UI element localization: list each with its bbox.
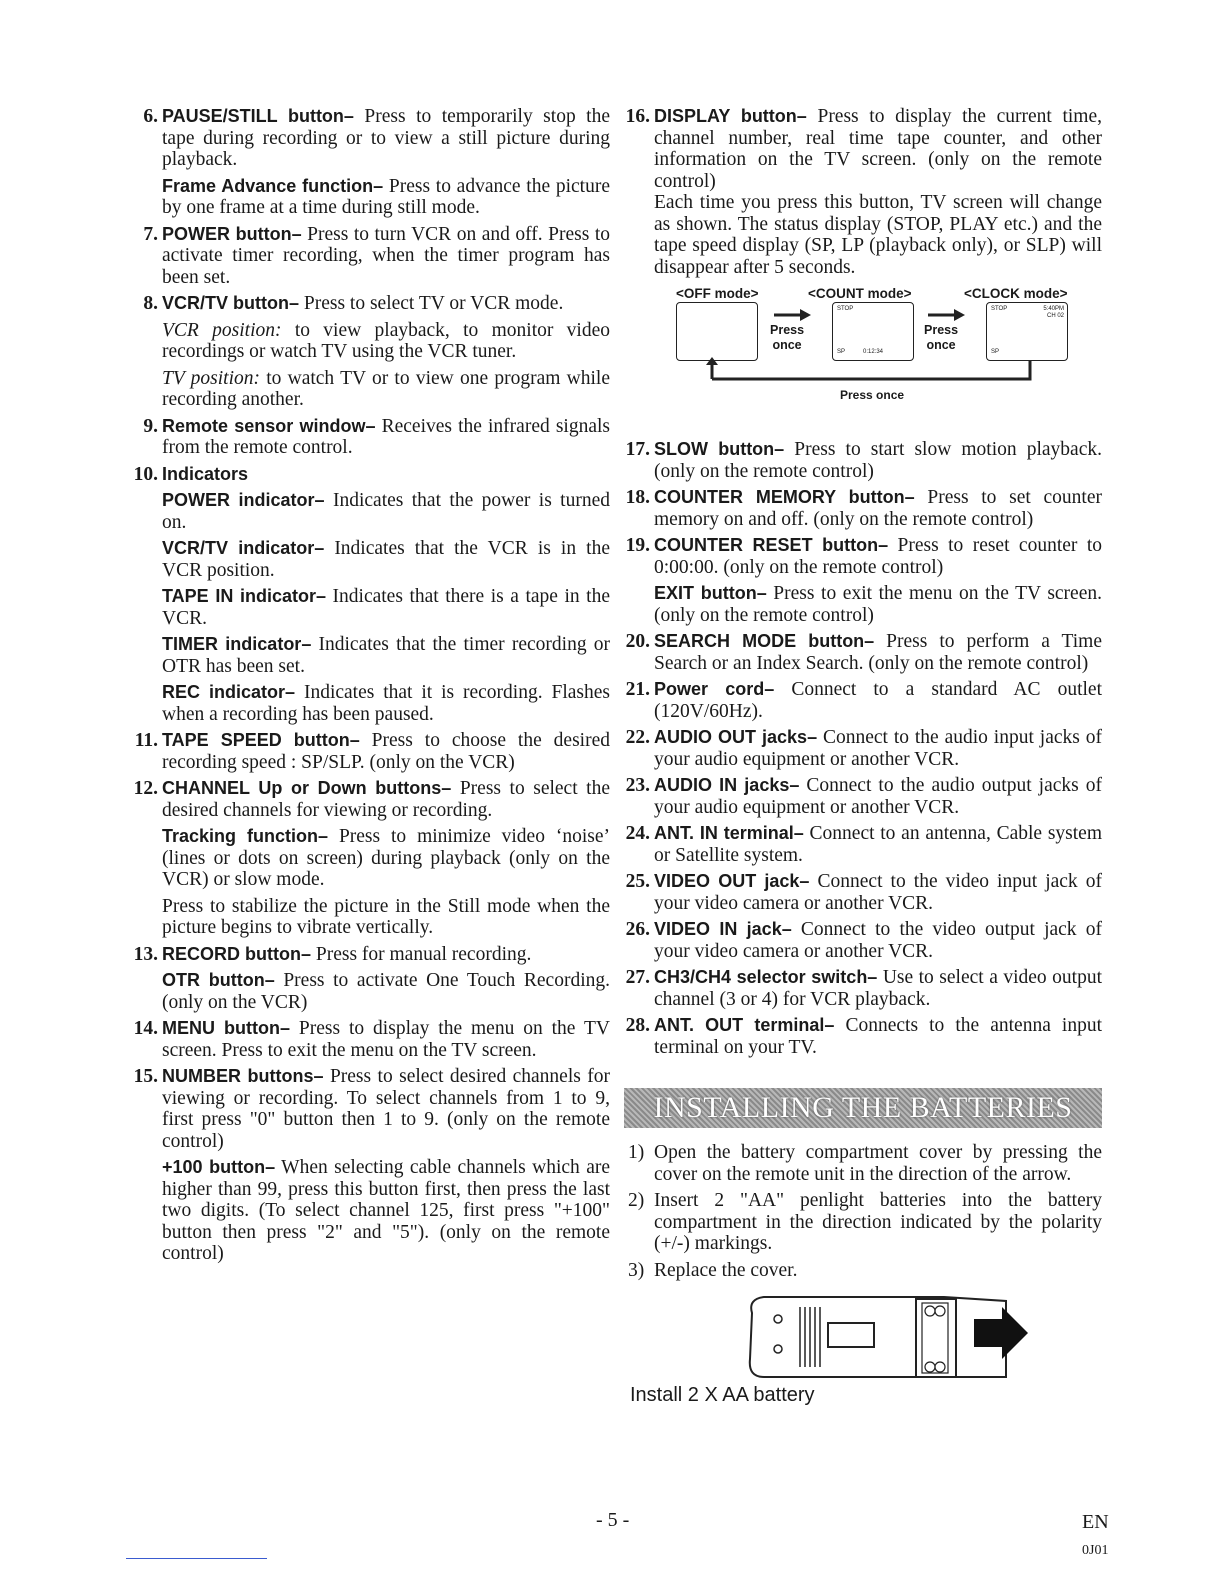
step-text: Insert 2 "AA" penlight batteries into the battery compartment in the direction indicated by the polarity (+/-) markings. (654, 1190, 1102, 1254)
count-mode-label: <COUNT mode> (808, 286, 912, 301)
item-number: 25. (625, 871, 650, 892)
clock-sp-text: SP (991, 349, 1000, 355)
figure-caption: Install 2 X AA battery (630, 1384, 815, 1406)
item-number: 19. (625, 535, 650, 556)
step-1 (620, 1142, 1102, 1185)
item-27 (620, 967, 1102, 1010)
sub-item (162, 176, 610, 219)
item-title: ANT. OUT terminal– (654, 1015, 835, 1035)
item-number: 11. (134, 730, 158, 751)
item-title: PAUSE/STILL button– (162, 106, 354, 126)
language-code: EN (1082, 1511, 1109, 1533)
item-title: COUNTER RESET button– (654, 535, 889, 555)
item-title: AUDIO OUT jacks– (654, 727, 818, 747)
step-2 (620, 1190, 1102, 1255)
section-banner: INSTALLING THE BATTERIES (624, 1088, 1102, 1128)
item-17 (620, 439, 1102, 482)
sub-text: Press to advance the picture by one frame at a time during still mode. (162, 175, 611, 218)
item-title: NUMBER buttons– (162, 1066, 324, 1086)
count-sp-text: SP (837, 349, 846, 355)
sub-text: Press to stabilize the picture in the Still mode when the picture begins to vibrate vertically. (162, 895, 610, 938)
item-title: ANT. IN terminal– (654, 823, 804, 843)
press-once-text (924, 323, 958, 353)
sub-item (162, 634, 610, 677)
item-title: Remote sensor window– (162, 415, 376, 436)
sub-text: Indicates that the power is turned on. (162, 490, 610, 533)
item-text: Press to select desired channels for viewing or recording. To select channels from 1 to 9, first press "0" button then 1 to 9. (only on the remote control) (162, 1066, 610, 1152)
item-text: Press to select the desired channels for viewing or recording. (162, 778, 610, 821)
item-title: MENU button– (162, 1018, 291, 1038)
clock-mode-screen (986, 302, 1068, 361)
item-20 (620, 631, 1102, 674)
sub-text: to watch TV or to view one program while recording another. (162, 367, 610, 410)
item-text: Press to perform a Time Search or an Index Search. (only on the remote control) (654, 631, 1102, 674)
sub-item (162, 586, 610, 629)
item-28 (620, 1015, 1102, 1058)
count-stop-text: STOP (837, 306, 854, 312)
press-once-text (770, 323, 804, 353)
sub-item (162, 320, 610, 363)
item-title: SEARCH MODE button– (654, 631, 875, 651)
press-once-return-label: Press once (840, 388, 905, 402)
blue-divider-line (126, 1558, 267, 1559)
item-title: CH3/CH4 selector switch– (654, 967, 878, 987)
clock-mode-label: <CLOCK mode> (964, 286, 1068, 301)
sub-text: When selecting cable channels which are higher than 99, press this button first, then press the last two digits. (To select channel 125, first press "+100" button then press "2" and "5"). (only on the remote control) (162, 1157, 611, 1264)
sub-item (162, 682, 610, 725)
item-number: 17. (625, 439, 650, 460)
item-number: 23. (625, 775, 650, 796)
clock-time-text: 5:40PM (1043, 306, 1064, 312)
sub-title: Frame Advance function– (162, 175, 384, 196)
item-19 (620, 535, 1102, 626)
sub-item (654, 192, 1102, 278)
right-arrow-icon (928, 308, 966, 322)
right-column (620, 106, 1103, 1406)
step-number: 2) (628, 1190, 645, 1211)
item-title: VIDEO OUT jack– (654, 871, 810, 891)
item-number: 18. (625, 487, 650, 508)
item-21 (620, 679, 1102, 722)
item-text: Use to select a video output channel (3 or 4) for VCR playback. (654, 967, 1102, 1010)
clock-stop-text: STOP (991, 306, 1008, 312)
sub-item (162, 896, 610, 939)
item-text: Connect to an antenna, Cable system or Satellite system. (654, 823, 1102, 866)
display-mode-diagram (620, 283, 1102, 433)
item-number: 28. (625, 1015, 650, 1036)
sub-item (162, 490, 610, 533)
item-text: Connect to the audio output jacks of your audio equipment or another VCR. (654, 775, 1102, 818)
off-mode-label: <OFF mode> (676, 286, 759, 301)
item-14 (128, 1018, 610, 1061)
item-number: 14. (133, 1018, 158, 1039)
item-16 (620, 106, 1102, 278)
sub-item (162, 1157, 610, 1265)
item-12 (128, 778, 610, 939)
item-number: 8. (143, 293, 158, 314)
item-title: DISPLAY button– (654, 106, 807, 126)
item-25 (620, 871, 1102, 914)
step-text: Open the battery compartment cover by pressing the cover on the remote unit in the direction of the arrow. (654, 1142, 1102, 1185)
press-word: Press (924, 323, 959, 337)
left-column (128, 106, 610, 1270)
count-mode-screen (832, 302, 914, 361)
item-text: Press for manual recording. (310, 943, 532, 965)
step-text: Replace the cover. (654, 1259, 798, 1281)
sub-title: VCR/TV indicator– (162, 538, 325, 558)
step-3 (620, 1260, 1102, 1282)
item-24 (620, 823, 1102, 866)
item-number: 27. (625, 967, 650, 988)
sub-title: POWER indicator– (162, 490, 325, 510)
return-arrow-icon (706, 357, 1036, 381)
item-number: 16. (625, 106, 650, 127)
item-number: 7. (143, 223, 158, 245)
item-number: 21. (625, 679, 650, 700)
item-22 (620, 727, 1102, 770)
item-10 (128, 464, 610, 726)
item-title: VCR/TV button– (162, 293, 299, 313)
item-number: 22. (625, 727, 650, 748)
item-title: SLOW button– (654, 439, 785, 459)
document-code: 0J01 (1082, 1543, 1109, 1558)
item-number: 12. (133, 778, 158, 799)
once-word: once (926, 338, 956, 352)
item-number: 13. (133, 943, 158, 965)
item-title: Indicators (162, 463, 249, 484)
count-time-text: 0:12:34 (863, 349, 884, 355)
right-arrow-icon (774, 308, 812, 322)
item-title: Power cord– (654, 679, 775, 699)
sub-title: TV position: (162, 367, 260, 389)
remote-battery-figure (620, 1293, 1102, 1406)
item-text: Press to select TV or VCR mode. (299, 293, 564, 314)
item-9 (128, 416, 610, 459)
item-8 (128, 293, 610, 411)
item-26 (620, 919, 1102, 962)
press-word: Press (770, 323, 805, 337)
item-title: RECORD button– (162, 943, 311, 964)
item-text: Connect to the video output jack of your video camera or another VCR. (654, 919, 1102, 962)
step-number: 1) (628, 1142, 645, 1163)
item-text: Press to choose the desired recording speed : SP/SLP. (only on the VCR) (162, 730, 610, 773)
item-title: VIDEO IN jack– (654, 919, 792, 939)
sub-text: Press to exit the menu on the TV screen. (only on the remote control) (654, 583, 1102, 626)
sub-item (162, 538, 610, 581)
item-number: 6. (143, 106, 158, 127)
remote-control-icon (744, 1293, 1034, 1383)
sub-title: Tracking function– (162, 826, 329, 846)
item-text: Connect to the video input jack of your video camera or another VCR. (654, 871, 1102, 914)
item-text: Press to display the current time, channel number, real time tape counter, and other information on the TV screen. (only on the remote control) (654, 106, 1103, 192)
item-number: 26. (625, 919, 650, 940)
item-title: CHANNEL Up or Down buttons– (162, 778, 452, 798)
sub-title: TAPE IN indicator– (162, 586, 327, 606)
page-number: - 5 - (596, 1509, 630, 1531)
item-number: 24. (625, 823, 650, 844)
sub-title: REC indicator– (162, 682, 296, 702)
sub-text: Indicates that it is recording. Flashes when a recording has been paused. (162, 682, 610, 725)
item-text: Press to turn VCR on and off. Press to activate timer recording, when the timer program has been set. (162, 223, 610, 288)
item-title: AUDIO IN jacks– (654, 775, 800, 795)
item-number: 15. (133, 1066, 158, 1087)
item-text: Press to reset counter to 0:00:00. (only on the remote control) (654, 535, 1102, 578)
item-23 (620, 775, 1102, 818)
item-text: Press to set counter memory on and off. (only on the remote control) (654, 487, 1102, 530)
sub-title: VCR position: (162, 319, 282, 341)
sub-text: to view playback, to monitor video recordings or watch TV using the VCR tuner. (162, 319, 610, 362)
sub-text: Press to minimize video ‘noise’ (lines or dots on screen) during playback (only on the VCR) or slow mode. (162, 826, 610, 890)
step-number: 3) (628, 1259, 645, 1281)
once-word: once (772, 338, 802, 352)
item-15 (128, 1066, 610, 1265)
sub-text: Press to activate One Touch Recording. (only on the VCR) (162, 970, 611, 1013)
sub-text: Indicates that the VCR is in the VCR position. (162, 538, 610, 581)
clock-ch-text: CH 02 (1046, 313, 1064, 319)
sub-title: +100 button– (162, 1157, 276, 1177)
sub-text: Indicates that there is a tape in the VCR. (162, 586, 610, 629)
sub-item (162, 970, 610, 1013)
item-6 (128, 106, 610, 219)
item-title: TAPE SPEED button– (162, 730, 360, 750)
item-number: 10. (133, 463, 158, 485)
item-text: Press to start slow motion playback. (only on the remote control) (654, 439, 1102, 482)
item-text: Press to display the menu on the TV screen. Press to exit the menu on the TV screen. (162, 1018, 611, 1061)
item-number: 9. (143, 415, 158, 437)
item-13 (128, 944, 610, 1014)
item-7 (128, 224, 610, 289)
item-11 (128, 730, 610, 773)
item-text: Receives the infrared signals from the remote control. (162, 415, 610, 458)
item-number: 20. (625, 631, 650, 652)
item-title: COUNTER MEMORY button– (654, 487, 915, 507)
item-text: Connect to a standard AC outlet (120V/60Hz). (654, 679, 1102, 722)
item-text: Connect to the audio input jacks of your audio equipment or another VCR. (654, 727, 1102, 770)
item-text: Press to temporarily stop the tape during recording or to view a still picture during playback. (162, 106, 610, 170)
sub-item (162, 826, 610, 891)
sub-item (162, 368, 610, 411)
item-18 (620, 487, 1102, 530)
sub-title: TIMER indicator– (162, 634, 312, 654)
item-text: Connects to the antenna input terminal on your TV. (654, 1015, 1102, 1058)
sub-text: Each time you press this button, TV screen will change as shown. The status display (STOP, PLAY etc.) and the tape speed display (SP, LP (playback only), or SLP) will disappear after 5 seconds. (654, 192, 1102, 278)
sub-text: Indicates that the timer recording or OTR has been set. (162, 634, 610, 677)
off-mode-screen (676, 302, 758, 361)
sub-title: EXIT button– (654, 583, 767, 603)
item-title: POWER button– (162, 223, 302, 244)
sub-item (654, 583, 1102, 626)
sub-title: OTR button– (162, 970, 275, 990)
